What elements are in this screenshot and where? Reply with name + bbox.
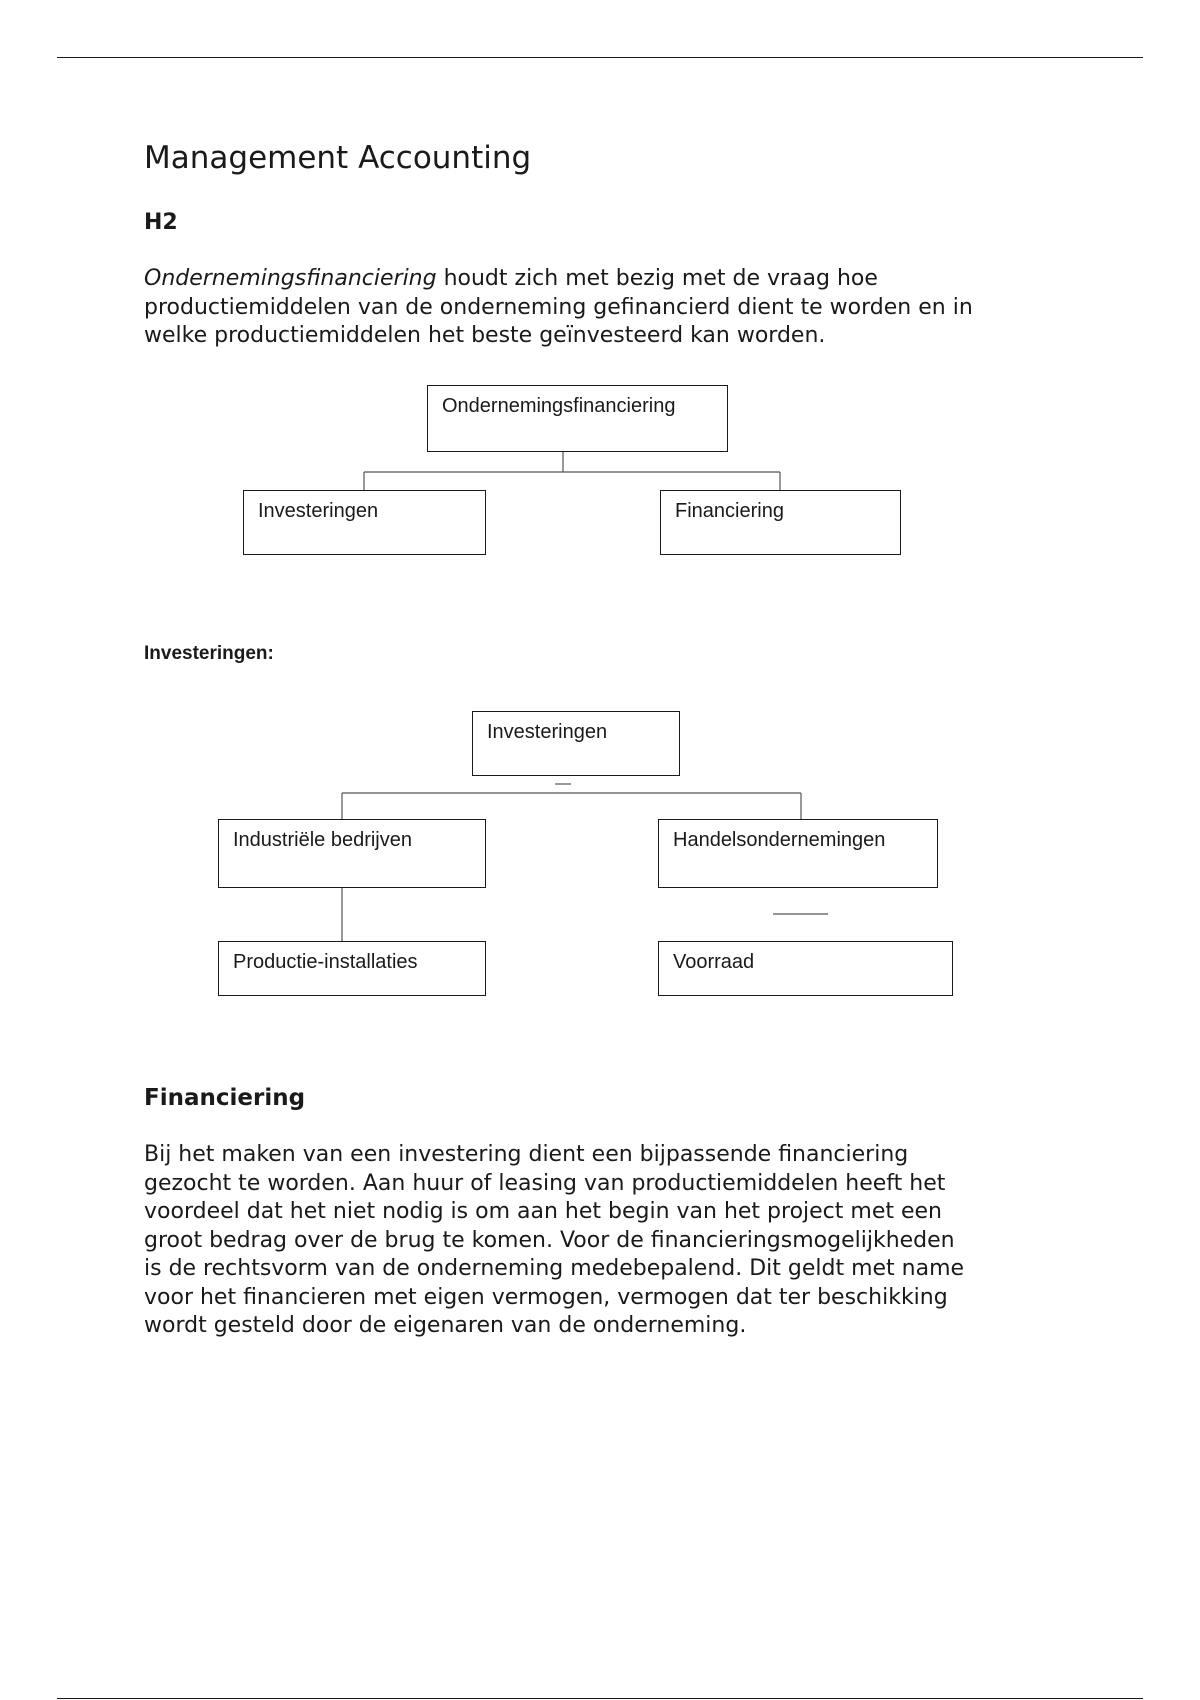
fin-line-1: Bij het maken van een investering dient een bijpassende financiering: [144, 1142, 909, 1167]
d2-handels-box: Handelsondernemingen: [658, 819, 938, 888]
intro-line-1-rest: houdt zich met bezig met de vraag hoe: [436, 266, 878, 291]
financiering-heading: Financiering: [144, 1085, 306, 1111]
intro-term: Ondernemingsfinanciering: [144, 266, 437, 291]
fin-line-7: wordt gesteld door de eigenaren van de onderneming.: [144, 1313, 747, 1338]
d2-voorraad-box: Voorraad: [658, 941, 953, 996]
fin-line-2: gezocht te worden. Aan huur of leasing van productiemiddelen heeft het: [144, 1170, 946, 1196]
financiering-paragraph: [144, 1141, 1084, 1341]
d1-root-box: Ondernemingsfinanciering: [427, 385, 728, 452]
d2-productie-box: Productie-installaties: [218, 941, 486, 996]
intro-line-1: [144, 265, 1084, 294]
header-rule: [57, 57, 1143, 58]
intro-paragraph: [144, 265, 1084, 351]
d1-financiering-box: Financiering: [660, 490, 901, 555]
investeringen-label: Investeringen:: [144, 643, 274, 664]
page-title: Management Accounting: [144, 140, 532, 176]
chapter-heading: H2: [144, 210, 178, 235]
fin-line-6: voor het financieren met eigen vermogen, vermogen dat ter beschikking: [144, 1284, 948, 1310]
intro-line-2: productiemiddelen van de onderneming gefinancierd dient te worden en in: [144, 294, 973, 320]
fin-line-4: groot bedrag over de brug te komen. Voor de financieringsmogelijkheden: [144, 1227, 955, 1253]
d1-investeringen-box: Investeringen: [243, 490, 486, 555]
fin-line-5: is de rechtsvorm van de onderneming medebepalend. Dit geldt met name: [144, 1256, 965, 1281]
footer-rule: [57, 1698, 1143, 1699]
fin-line-3: voordeel dat het niet nodig is om aan het begin van het project met een: [144, 1199, 942, 1224]
d2-industriele-box: Industriële bedrijven: [218, 819, 486, 888]
d2-root-box: Investeringen: [472, 711, 680, 776]
intro-line-3: welke productiemiddelen het beste geïnvesteerd kan worden.: [144, 323, 826, 348]
